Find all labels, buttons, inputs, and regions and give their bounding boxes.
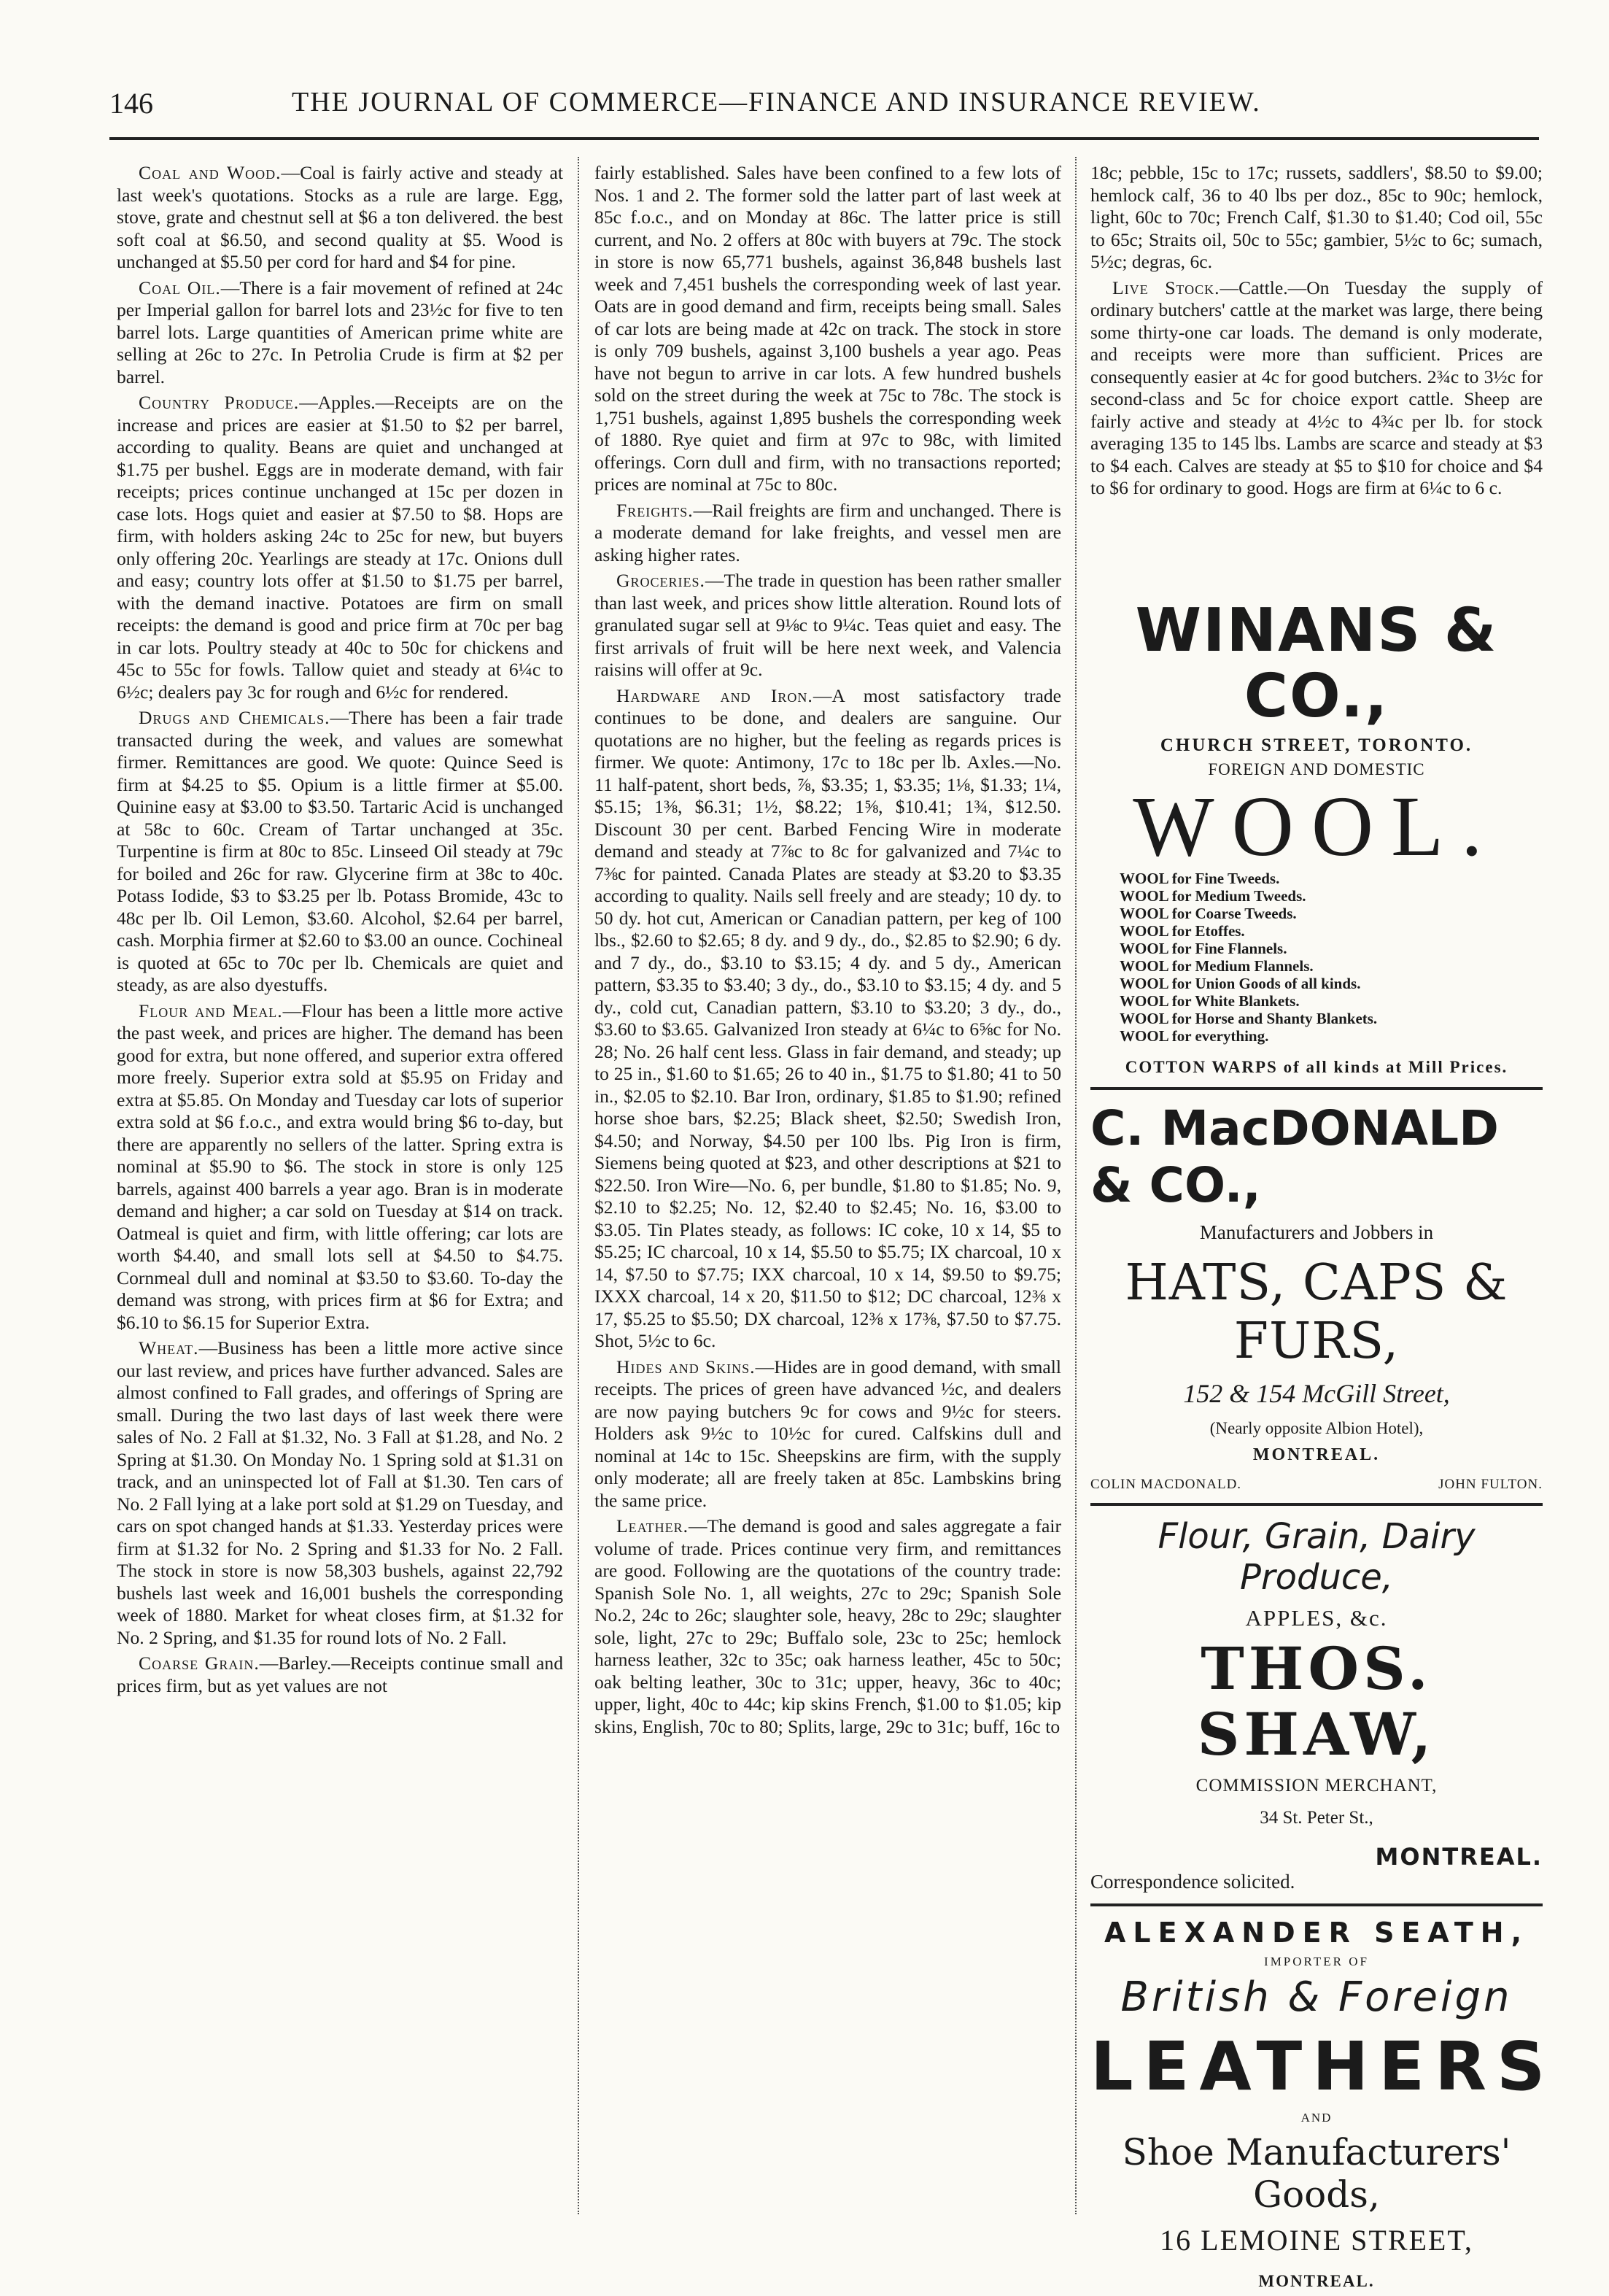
macdonald-landmark: (Nearly opposite Albion Hotel), bbox=[1209, 1419, 1424, 1437]
macdonald-manuf: Manufacturers and Jobbers in bbox=[1199, 1221, 1434, 1243]
column-2 bbox=[594, 162, 1061, 2249]
winans-street: CHURCH STREET, TORONTO. bbox=[1160, 735, 1473, 755]
wool-item: WOOL for White Blankets. bbox=[1120, 992, 1300, 1010]
ad-shaw bbox=[1090, 1516, 1543, 1893]
journal-title: THE JOURNAL OF COMMERCE—FINANCE AND INSURANCE REVIEW. bbox=[292, 87, 1261, 117]
advertisements bbox=[1090, 596, 1556, 2291]
shaw-products: Flour, Grain, Dairy Produce, bbox=[1158, 1516, 1476, 1598]
wool-item: WOOL for Horse and Shanty Blankets. bbox=[1120, 1010, 1378, 1027]
market-report: 18c; pebble, 15c to 17c; russets, saddlers', $8.50 to $9.00; hemlock calf, 36 to 40 lbs per doz., 85c to 90c; hemlock, light, 60c to 70c; French Calf, $1.30 to $1.40; Cod oil, 55c to 65c; Straits oil, 50c to 55c; gambier, 5½c to 6c; sumach, 5½c; degras, 6c. bbox=[1090, 162, 1543, 272]
ad-divider bbox=[1090, 1903, 1543, 1906]
wool-item: WOOL for Medium Tweeds. bbox=[1120, 887, 1306, 905]
market-report: Drugs and Chemicals.—There has been a fair trade transacted during the week, and values are somewhat firmer. Remittances are good. We quote: Quince Seed is firm at $4.25 to $5. Opium is a little firmer at $5.00. Quinine easy at $3.00 to $3.50. Tartaric Acid is unchanged at 58c to 60c. Cream of Tartar unchanged at 35c. Turpentine is firm at 80c to 85c. Linseed Oil steady at 79c for boiled and 26c for raw. Glycerine firm at 38c to 40c. Potass Iodide, $3 to $3.25 per lb. Potass Bromide, 43c to 48c per lb. Oil Lemon, $3.60. Alcohol, $2.64 per barrel, cash. Morphia firmer at $2.60 to $3.00 an ounce. Cochineal is quoted at 65c to 70c per lb. Chemicals are quiet and steady, as are also dyestuffs. bbox=[117, 707, 563, 995]
seath-importer: IMPORTER OF bbox=[1264, 1955, 1369, 1968]
wool-item: WOOL for Etoffes. bbox=[1120, 922, 1245, 940]
seath-city: MONTREAL. bbox=[1258, 2272, 1375, 2290]
ad-winans bbox=[1090, 598, 1543, 1077]
shaw-role: COMMISSION MERCHANT, bbox=[1195, 1776, 1438, 1796]
ad-seath bbox=[1090, 1917, 1556, 2291]
ad-divider bbox=[1090, 1087, 1543, 1090]
wool-item: WOOL for Medium Flannels. bbox=[1120, 957, 1314, 975]
market-report: Leather.—The demand is good and sales aggregate a fair volume of trade. Prices continue very firm, and remittances are good. Following are the quotations of the country trade: Spanish Sole No. 1, all weights, 27c to 29c; Spanish Sole No.2, 24c to 26c; slaughter sole, heavy, 28c to 29c; slaughter sole, light, 27c to 29c; Buffalo sole, 23c to 25c; hemlock harness leather, 32c to 35c; oak harness leather, 45c to 50c; oak belting leather, 30c to 31c; upper, heavy, 36c to 40c; upper, light, 40c to 44c; kip skins French, $1.00 to $1.05; kip skins, English, 70c to 80; Splits, large, 29c to 31c; buff, 16c to bbox=[594, 1515, 1061, 1737]
shaw-correspondence: Correspondence solicited. bbox=[1090, 1871, 1295, 1893]
shaw-street: 34 St. Peter St., bbox=[1260, 1808, 1373, 1828]
shaw-name: THOS. SHAW, bbox=[1197, 1634, 1436, 1769]
column-3 bbox=[1090, 162, 1543, 592]
market-report: Hardware and Iron.—A most satisfactory trade continues to be done, and dealers are sanguine. Our quotations are no higher, but the feeling as regards prices is firmer. We quote: Antimony, 17c to 18c per lb. Axles.—No. 11 half-patent, short beds, ⅞, $3.35; 1, $3.35; 1⅛, $1.33; 1¼, $5.15; 1⅜, $6.31; 1½, $8.22; 1⅝, $10.41; 1¾, $12.50. Discount 30 per cent. Barbed Fencing Wire in moderate demand and steady at 7⅞c to 8c for galvanized and 7¼c to 7⅜c for painted. Canada Plates are steady at $3.20 to $3.35 according to quality. Nails sell freely and are steady; 10 dy. to 50 dy. hot cut, American or Canadian pattern, per keg of 100 lbs., $2.60 to $2.65; 8 dy. and 9 dy., do., $2.85 to $2.90; 6 dy. and 7 dy., do., $3.10 to $3.15; 4 dy. and 5 dy., American pattern, $3.35 to $3.40; 3 dy., do., $3.10 to $3.15; 4 dy. and 5 dy., cold cut, Canadian pattern, $3.10 to $3.20; 3 dy., do., $3.60 to $3.65. Galvanized Iron steady at 6¼c to 6⅝c for No. 28; No. 26 half cent less. Glass in fair demand, and steady; up to 25 in., $1.60 to $1.65; 26 to 40 in., $1.75 to $1.80; 41 to 50 in., $2.05 to $2.10. Bar Iron, ordinary, $1.85 to $1.90; refined horse shoe bars, $2.25; Black sheet, $2.50; Swedish Iron, $4.50; and Norway, $4.50 per 100 lbs. Pig Iron is firm, Siemens being quoted at $23, and other descriptions at $21 to $22.50. Iron Wire—No. 6, per bundle, $1.80 to $1.85; No. 9, $2.10 to $2.25; No. 12, $2.40 to $2.45; No. 16, $3.00 to $3.05. Tin Plates steady, as follows: IC coke, 10 x 14, $5 to $5.25; IC charcoal, 10 x 14, $5.50 to $5.75; IX charcoal, 10 x 14, $7.50 to $7.75; IXX charcoal, 10 x 14, $9.50 to $9.75; IXXX charcoal, 14 x 20, $11.50 to $12; DC charcoal, 12⅜ x 17, $5.25 to $5.50; DX charcoal, 12⅜ x 17⅜, $7.50 to $7.75. Shot, 5½c to 6c. bbox=[594, 684, 1061, 1351]
macdonald-partners bbox=[1090, 1477, 1543, 1493]
wool-item: WOOL for Coarse Tweeds. bbox=[1120, 905, 1297, 922]
header-rule bbox=[109, 137, 1539, 140]
market-report: Coal Oil.—There is a fair movement of refined at 24c per Imperial gallon for barrel lots and 23½c for five to ten barrel lots. Large quantities of American prime white are selling at 26c to 27c. In Petrolia Crude is firm at $2 per barrel. bbox=[117, 277, 563, 387]
wool-item: WOOL for Fine Flannels. bbox=[1120, 940, 1287, 957]
macdonald-city: MONTREAL. bbox=[1252, 1445, 1381, 1464]
market-report: Coal and Wood.—Coal is fairly active and steady at last week's quotations. Stocks as a rule are large. Egg, stove, grate and chestnut sell at $6 a ton delivered. the best soft coal at $6.50, and second quality at $5. Wood is unchanged at $5.50 per cord for hard and $4 for pine. bbox=[117, 162, 563, 272]
market-report: Hides and Skins.—Hides are in good demand, with small receipts. The prices of green have advanced ½c, and dealers are now paying butchers 9c for cows and 9½c for steers. Holders ask 9½c to 10½c for cured. Calfskins dull and nominal at 14c to 15c. Sheepskins are firm, with the supply only moderate; all are freely taken at 85c. Lambskins bring the same price. bbox=[594, 1356, 1061, 1511]
wool-item: WOOL for Union Goods of all kinds. bbox=[1120, 975, 1361, 992]
column-1 bbox=[117, 162, 563, 2249]
page-number: 146 bbox=[109, 87, 153, 120]
shaw-city: MONTREAL. bbox=[1375, 1843, 1543, 1871]
market-report: Country Produce.—Apples.—Receipts are on the increase and prices are easier at $1.50 to $2 per barrel, according to quality. Beans are quiet and unchanged at $1.75 per bushel. Eggs are in moderate demand, with fair receipts; prices continue unchanged at 15c per dozen in case lots. Hogs quiet and easier at $7.50 to $8. Hops are firm, with holders asking 24c to 25c for new, but buyers only offering 20c. Yearlings are steady at 17c. Onions dull and easy; country lots offer at $1.50 to $1.75 per barrel, with the demand inactive. Potatoes are firm on small receipts: the demand is good and price firm at 70c per bag in car lots. Poultry steady at 40c to 50c for chickens and 45c to 55c for fowls. Tallow quiet and steady at 6¼c to 6½c; dealers pay 3c for rough and 6½c for rendered. bbox=[117, 392, 563, 703]
market-report: Coarse Grain.—Barley.—Receipts continue small and prices firm, but as yet values are not bbox=[117, 1653, 563, 1696]
seath-shoe: Shoe Manufacturers' Goods, bbox=[1122, 2131, 1511, 2216]
market-report: Wheat.—Business has been a little more active since our last review, and prices have further advanced. Sales are almost confined to Fall grades, and offerings of Spring are small. During the two last days of last week there were sales of No. 2 Fall at $1.32, No. 3 Fall at $1.28, and No. 2 Spring at $1.30. On Monday No. 1 Spring sold at $1.31 on track, and an uninspected lot of Fall at $1.30. Ten cars of No. 2 Fall lying at a lake port sold at $1.29 on Tuesday, and cars on spot changed hands at $1.33. Yesterday prices were firm at $1.32 for No. 2 Spring and $1.33 for No. 2 Fall. The stock in store is now 58,303 bushels, against 22,792 bushels last week and 16,001 bushels the corresponding week of 1880. Market for wheat closes firm, at $1.32 for No. 2 Spring, and $1.35 for round lots of No. 2 Fall. bbox=[117, 1337, 563, 1648]
market-report: Freights.—Rail freights are firm and unchanged. There is a moderate demand for lake freights, and vessel men are asking higher rates. bbox=[594, 499, 1061, 565]
partner-name: COLIN MACDONALD. bbox=[1090, 1477, 1242, 1492]
winans-foreign: FOREIGN AND DOMESTIC bbox=[1208, 760, 1425, 778]
column-divider bbox=[1075, 157, 1077, 2214]
market-report: Groceries.—The trade in question has been rather smaller than last week, and prices show little alteration. Round lots of granulated sugar sell at 9⅛c to 9¼c. Teas quiet and easy. The first arrivals of fruit will be here next week, and Valencia raisins will offer at 9c. bbox=[594, 570, 1061, 680]
winans-cotton: COTTON WARPS of all kinds at Mill Prices. bbox=[1125, 1058, 1508, 1076]
market-report: fairly established. Sales have been confined to a few lots of Nos. 1 and 2. The former sold the latter part of last week at 85c f.o.c., and on Monday at 86c. The latter price is still current, and No. 2 offers at 80c with buyers at 79c. The stock in store is now 65,771 bushels, against 36,848 bushels last week and 7,451 bushels the corresponding week of last year. Oats are in good demand and firm, receipts being small. Sales of car lots are being made at 42c on track. The stock in store is only 709 bushels, against 3,100 bushels a year ago. Peas have not begun to arrive in car lots. A few hundred bushels sold on the street during the week at 75c to 78c. The stock is 1,751 bushels, against 1,895 bushels the corresponding week of 1880. Rye quiet and firm at 97c to 98c, with limited offerings. Corn dull and firm, with no transactions reported; prices are nominal at 75c to 80c. bbox=[594, 162, 1061, 495]
winans-name: WINANS & CO., bbox=[1135, 596, 1498, 731]
seath-name: ALEXANDER SEATH, bbox=[1104, 1917, 1529, 1949]
page-header bbox=[109, 86, 1539, 127]
seath-british: British & Foreign bbox=[1120, 1974, 1513, 2021]
wool-item: WOOL for everything. bbox=[1120, 1027, 1269, 1045]
market-report: Live Stock.—Cattle.—On Tuesday the supply of ordinary butchers' cattle at the market was large, there being some thirty-one car loads. The demand is only moderate, and receipts were more than sufficient. Prices are consequently easier at 4c for good butchers. 2¾c to 3½c for second-class and 5c for choice export cattle. Sheep are fairly active and steady at 4½c to 4¾c per lb. for stock averaging 135 to 145 lbs. Lambs are scarce and steady at $3 to $4 each. Calves are steady at $5 to $10 for choice and $4 to $6 for ordinary to good. Hogs are firm at 6¼c to 6 c. bbox=[1090, 277, 1543, 498]
ad-divider bbox=[1090, 1503, 1543, 1506]
ad-macdonald bbox=[1090, 1100, 1543, 1493]
wool-list bbox=[1090, 870, 1543, 1045]
seath-street: 16 LEMOINE STREET, bbox=[1160, 2224, 1473, 2257]
column-divider bbox=[578, 157, 579, 2214]
partner-name: JOHN FULTON. bbox=[1438, 1477, 1543, 1492]
macdonald-name: C. MacDONALD & CO., bbox=[1090, 1100, 1499, 1213]
seath-leathers: LEATHERS bbox=[1090, 2028, 1556, 2106]
macdonald-goods: HATS, CAPS & FURS, bbox=[1125, 1254, 1508, 1370]
shaw-apples: APPLES, &c. bbox=[1245, 1605, 1388, 1631]
macdonald-address: 152 & 154 McGill Street, bbox=[1183, 1379, 1450, 1408]
wool-item: WOOL for Fine Tweeds. bbox=[1120, 870, 1280, 887]
seath-and: AND bbox=[1300, 2111, 1333, 2125]
market-report: Flour and Meal.—Flour has been a little more active the past week, and prices are higher. The demand has been good for extra, but none offered, and superior extra offered more freely. Superior extra sold at $5.95 on Friday and extra at $5.85. On Monday and Tuesday car lots of superior extra sold at $6 f.o.c., and extra would bring $6 to-day, but there are apparently no sellers of the latter. Spring extra is nominal at $5.90 to $6. The stock in store is only 125 barrels, against 400 barrels a year ago. Bran is in moderate demand and higher; a car sold on Tuesday at $14 on track. Oatmeal is quiet and firm, with little offering; car lots are worth $4.40, and small lots sell at $4.50 to $4.75. Cornmeal dull and nominal at $3.50 to $3.60. To-day the demand was strong, with prices firm at $6 for Extra; and $6.10 to $6.15 for Superior Extra. bbox=[117, 1000, 563, 1333]
winans-wool: WOOL. bbox=[1133, 778, 1500, 874]
